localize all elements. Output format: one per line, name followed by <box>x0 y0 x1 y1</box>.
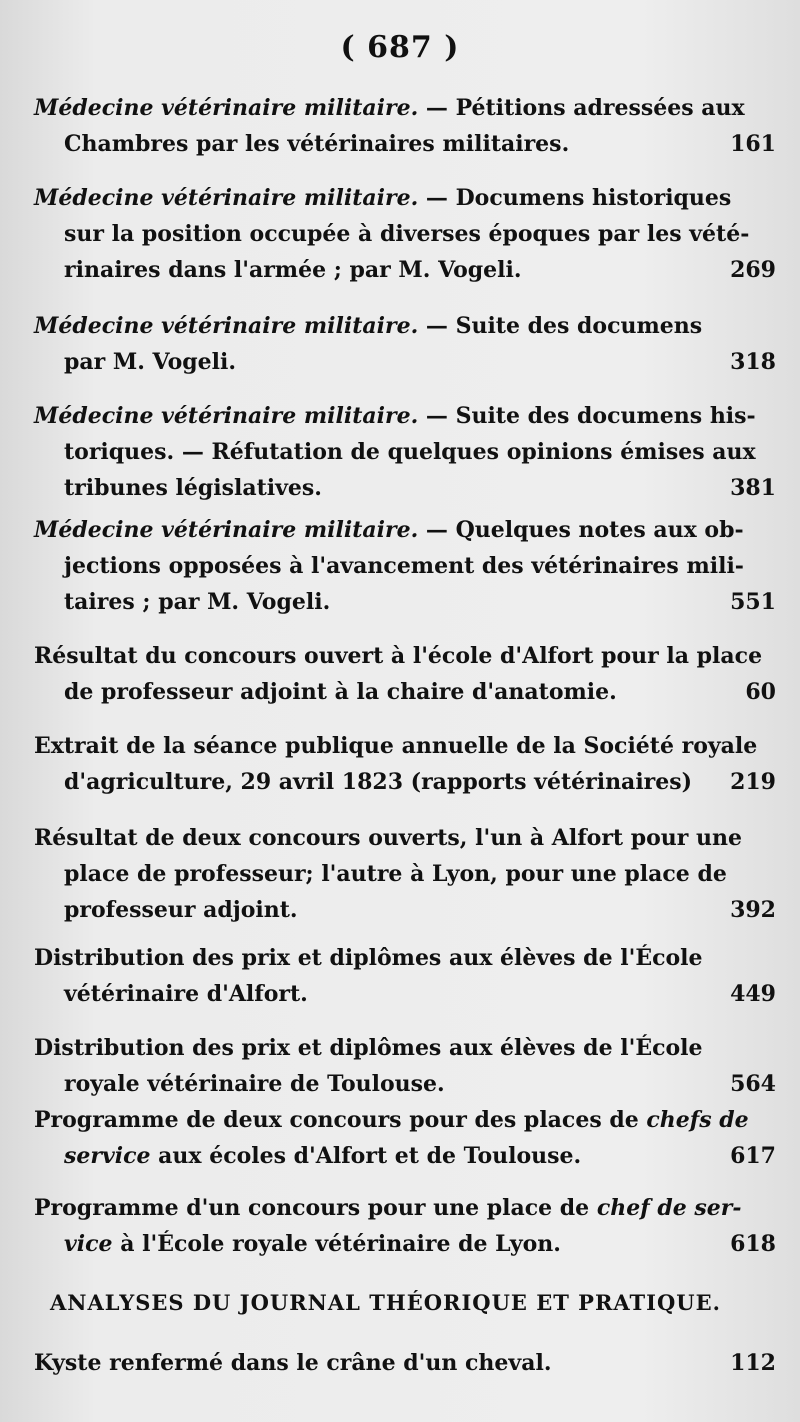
entry-text: Distribution des prix et diplômes aux élèves de l'École <box>34 1035 703 1061</box>
entry-text: tribunes législatives. <box>64 475 322 501</box>
entry-text: Extrait de la séance publique annuelle de la Société royale <box>34 733 758 759</box>
entry-line <box>34 976 786 1012</box>
entry-page-number: 617 <box>730 1143 776 1169</box>
entry-text: professeur adjoint. <box>64 897 298 923</box>
entry-line <box>34 308 786 344</box>
entry-page-number: 219 <box>730 769 776 795</box>
list-item <box>34 940 786 1012</box>
entry-line <box>34 180 786 216</box>
entry-italic-text: Médecine vétérinaire militaire. <box>34 403 419 429</box>
entry-line <box>34 584 786 620</box>
entry-italic-text: Médecine vétérinaire militaire. <box>34 95 419 121</box>
list-item <box>34 1030 786 1102</box>
entry-text: Distribution des prix et diplômes aux élèves de l'École <box>34 945 703 971</box>
entry-text: — Suite des documens his- <box>418 403 756 429</box>
entry-text: de professeur adjoint à la chaire d'anatomie. <box>64 679 617 705</box>
entry-text: place de professeur; l'autre à Lyon, pour une place de <box>64 861 727 887</box>
list-item <box>34 1102 786 1174</box>
entry-italic-text: Médecine vétérinaire militaire. <box>34 517 419 543</box>
entry-text: — Pétitions adressées aux <box>418 95 745 121</box>
entry-line <box>34 764 786 800</box>
entry-page-number: 392 <box>730 897 776 923</box>
section-heading: ANALYSES DU JOURNAL THÉORIQUE ET PRATIQUE. <box>50 1290 721 1315</box>
entry-line <box>34 1138 786 1174</box>
list-item <box>34 1345 786 1381</box>
entry-line <box>34 398 786 434</box>
entry-italic-text: chefs de <box>646 1107 749 1133</box>
entry-line <box>34 1030 786 1066</box>
entry-text: aux écoles d'Alfort et de Toulouse. <box>150 1143 582 1169</box>
entry-text: — Quelques notes aux ob- <box>418 517 744 543</box>
list-item <box>34 638 786 710</box>
entry-text: d'agriculture, 29 avril 1823 (rapports vétérinaires) <box>64 769 693 795</box>
entry-line <box>34 470 786 506</box>
entry-line <box>34 512 786 548</box>
entry-page-number: 269 <box>730 257 776 283</box>
entry-italic-text: Médecine vétérinaire militaire. <box>34 313 419 339</box>
entry-text: Programme d'un concours pour une place de <box>34 1195 597 1221</box>
entry-line <box>34 216 786 252</box>
entry-text: rinaires dans l'armée ; par M. Vogeli. <box>64 257 522 283</box>
entry-line <box>34 856 786 892</box>
entry-line <box>34 252 786 288</box>
entry-page-number: 449 <box>730 981 776 1007</box>
entry-text: Kyste renfermé dans le crâne d'un cheval. <box>34 1350 552 1376</box>
list-item <box>34 90 786 162</box>
list-item <box>34 512 786 620</box>
entry-italic-text: service <box>64 1143 151 1169</box>
entry-page-number: 161 <box>730 131 776 157</box>
entry-text: jections opposées à l'avancement des vétérinaires mili- <box>64 553 744 579</box>
entry-line <box>34 674 786 710</box>
list-item <box>34 308 786 380</box>
entry-text: — Suite des documens <box>418 313 703 339</box>
entry-page-number: 564 <box>730 1071 776 1097</box>
list-item <box>34 820 786 928</box>
entry-line <box>34 820 786 856</box>
list-item <box>34 728 786 800</box>
entry-text: Chambres par les vétérinaires militaires. <box>64 131 570 157</box>
entry-page-number: 318 <box>730 349 776 375</box>
entry-text: par M. Vogeli. <box>64 349 237 375</box>
entry-line <box>34 548 786 584</box>
entry-page-number: 60 <box>745 679 776 705</box>
list-item <box>34 398 786 506</box>
entry-text: Résultat du concours ouvert à l'école d'Alfort pour la place <box>34 643 763 669</box>
entry-text: taires ; par M. Vogeli. <box>64 589 331 615</box>
list-item <box>34 180 786 288</box>
page-number: ( 687 ) <box>340 30 460 65</box>
entry-line <box>34 1226 786 1262</box>
entry-text: sur la position occupée à diverses époques par les vété- <box>64 221 750 247</box>
entry-line <box>34 344 786 380</box>
entry-page-number: 618 <box>730 1231 776 1257</box>
entry-italic-text: vice <box>64 1231 113 1257</box>
entry-line <box>34 638 786 674</box>
entry-line <box>34 940 786 976</box>
entry-text: à l'École royale vétérinaire de Lyon. <box>112 1231 561 1257</box>
entry-text: Programme de deux concours pour des places de <box>34 1107 647 1133</box>
entry-page-number: 112 <box>730 1350 776 1376</box>
entry-text: — Documens historiques <box>418 185 732 211</box>
entry-page-number: 381 <box>730 475 776 501</box>
entry-italic-text: Médecine vétérinaire militaire. <box>34 185 419 211</box>
entry-line <box>34 1190 786 1226</box>
entry-text: royale vétérinaire de Toulouse. <box>64 1071 445 1097</box>
list-item <box>34 1190 786 1262</box>
entry-line <box>34 434 786 470</box>
entry-text: toriques. — Réfutation de quelques opinions émises aux <box>64 439 756 465</box>
entry-line <box>34 728 786 764</box>
entry-text: Résultat de deux concours ouverts, l'un à Alfort pour une <box>34 825 743 851</box>
entry-italic-text: chef de ser- <box>596 1195 742 1221</box>
entry-line <box>34 90 786 126</box>
entry-line <box>34 892 786 928</box>
entry-text: vétérinaire d'Alfort. <box>64 981 308 1007</box>
entry-line <box>34 126 786 162</box>
entry-line <box>34 1102 786 1138</box>
entry-page-number: 551 <box>730 589 776 615</box>
entry-line <box>34 1066 786 1102</box>
